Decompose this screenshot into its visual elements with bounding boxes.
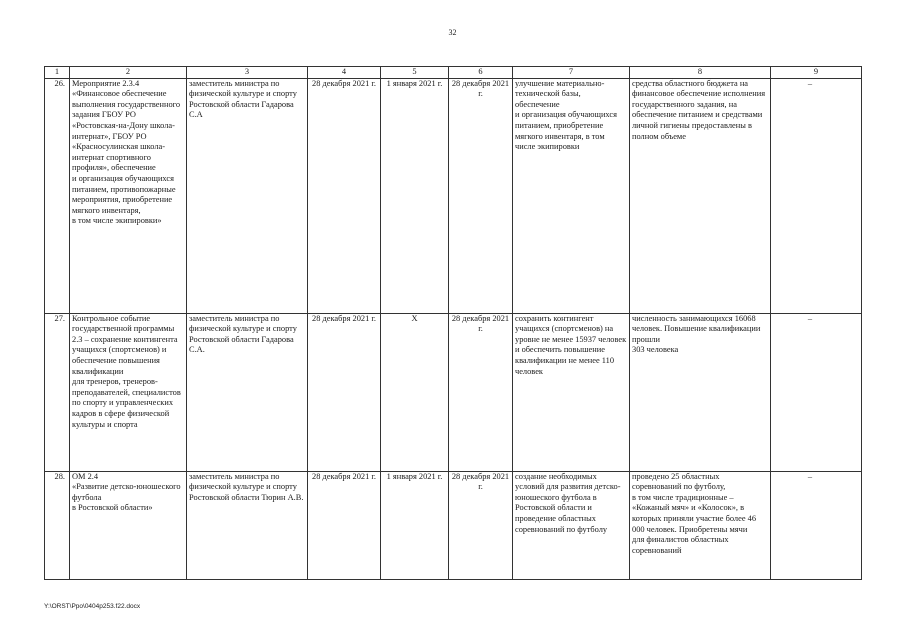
report-table: [44, 66, 862, 580]
column-header: 2: [70, 67, 187, 79]
event-name-cell: Контрольное событие государственной программы 2.3 – сохранение контингента учащихся (спортсменов) и обеспечение повышения квалификации для тренеров, тренеров-преподавателей, специалистов по спорту и управленческих кадров в сфере физической культуры и спорта: [70, 313, 187, 471]
note-cell: –: [771, 471, 862, 579]
note-cell: –: [771, 313, 862, 471]
responsible-person-cell: заместитель министра по физической культуре и спорту Ростовской области Гадарова С.А.: [187, 313, 308, 471]
column-header: 4: [308, 67, 381, 79]
column-header: 6: [449, 67, 513, 79]
plan-date-cell: 28 декабря 2021 г.: [308, 78, 381, 313]
column-header: 7: [513, 67, 630, 79]
start-date-cell: 1 января 2021 г.: [381, 78, 449, 313]
table-row: [45, 471, 862, 579]
event-name-cell: Мероприятие 2.3.4 «Финансовое обеспечение выполнения государственного задания ГБОУ РО «Ростовская-на-Дону школа-интернат», ГБОУ РО «Красносулинская школа-интернат спортивного профиля», обеспечение и организация обучающихся питанием, противопожарные мероприятия, приобретение мягкого инвентаря, в том числе экипировки»: [70, 78, 187, 313]
actual-result-cell: средства областного бюджета на финансовое обеспечение исполнения государственного задания, на обеспечение питанием и средствами личной гигиены предоставлены в полном объеме: [630, 78, 771, 313]
planned-result-cell: создание необходимых условий для развития детско-юношеского футбола в Ростовской области и проведение областных соревнований по футболу: [513, 471, 630, 579]
column-header: 3: [187, 67, 308, 79]
table-row: [45, 313, 862, 471]
end-date-cell: 28 декабря 2021 г.: [449, 78, 513, 313]
file-path: Y:\ORST\Ppo\0404p253.f22.docx: [44, 603, 141, 610]
responsible-person-cell: заместитель министра по физической культуре и спорту Ростовской области Гадарова С.А: [187, 78, 308, 313]
end-date-cell: 28 декабря 2021 г.: [449, 313, 513, 471]
start-date-cell: 1 января 2021 г.: [381, 471, 449, 579]
column-header: 5: [381, 67, 449, 79]
end-date-cell: 28 декабря 2021 г.: [449, 471, 513, 579]
page-number: 32: [448, 28, 457, 37]
column-header: 8: [630, 67, 771, 79]
plan-date-cell: 28 декабря 2021 г.: [308, 313, 381, 471]
responsible-person-cell: заместитель министра по физической культуре и спорту Ростовской области Тюрин А.В.: [187, 471, 308, 579]
column-header: 9: [771, 67, 862, 79]
plan-date-cell: 28 декабря 2021 г.: [308, 471, 381, 579]
actual-result-cell: численность занимающихся 16068 человек. Повышение квалификации прошли 303 человека: [630, 313, 771, 471]
planned-result-cell: улучшение материально-технической базы, обеспечение и организация обучающихся питанием, приобретение мягкого инвентаря, в том числе экипировки: [513, 78, 630, 313]
row-number-cell: 26.: [45, 78, 70, 313]
column-header: 1: [45, 67, 70, 79]
table-header-row: [45, 67, 862, 79]
row-number-cell: 27.: [45, 313, 70, 471]
note-cell: –: [771, 78, 862, 313]
start-date-cell: Х: [381, 313, 449, 471]
row-number-cell: 28.: [45, 471, 70, 579]
actual-result-cell: проведено 25 областных соревнований по футболу, в том числе традиционные – «Кожаный мяч» и «Колосок», в которых приняли участие более 46 000 человек. Приобретены мячи для финалистов областных соревнований: [630, 471, 771, 579]
event-name-cell: ОМ 2.4 «Развитие детско-юношеского футбола в Ростовской области»: [70, 471, 187, 579]
table-row: [45, 78, 862, 313]
planned-result-cell: сохранить контингент учащихся (спортсменов) на уровне не менее 15937 человек и обеспечить повышение квалификации не менее 110 человек: [513, 313, 630, 471]
